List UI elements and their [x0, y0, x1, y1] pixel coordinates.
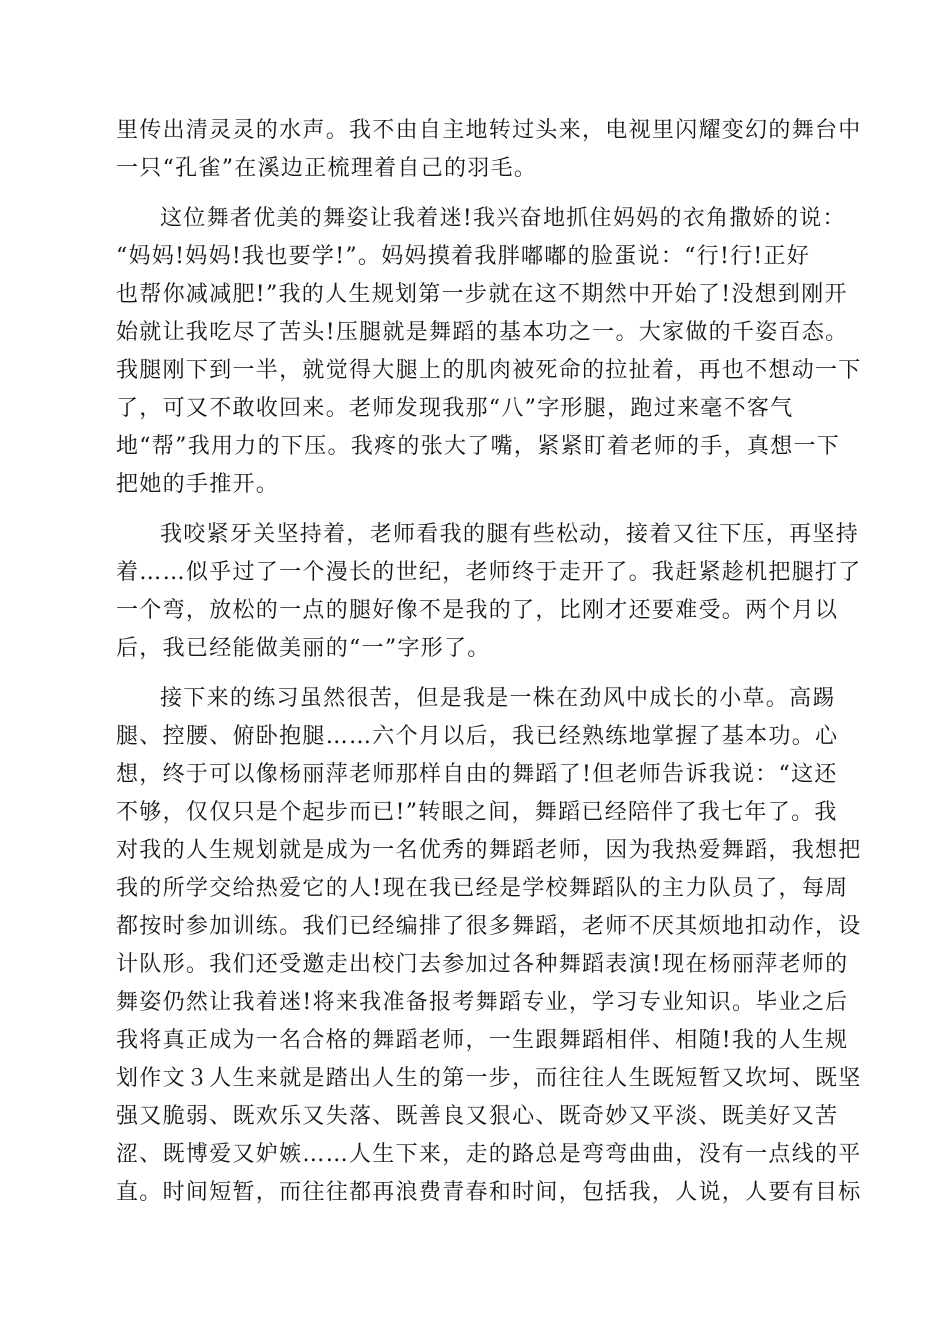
paragraph-3 [116, 516, 862, 668]
text-line: 计队形。我们还受邀走出校门去参加过各种舞蹈表演!现在杨丽萍老师的 [116, 952, 849, 977]
text-line: 不够，仅仅只是个起步而已!”转眼之间，舞蹈已经陪伴了我七年了。我 [116, 800, 838, 825]
text-line: 腿、控腰、俯卧抱腿……六个月以后，我已经熟练地掌握了基本功。心 [116, 724, 839, 749]
text-line: 接下来的练习虽然很苦，但是我是一株在劲风中成长的小草。高踢 [160, 686, 836, 711]
paragraph-4 [116, 680, 862, 1212]
text-line: 直。时间短暂，而往往都再浪费青春和时间，包括我，人说，人要有目标 [116, 1180, 862, 1205]
text-line: 我将真正成为一名合格的舞蹈老师，一生跟舞蹈相伴、相随!我的人生规 [116, 1028, 849, 1053]
text-line: “妈妈!妈妈!我也要学!”。妈妈摸着我胖嘟嘟的脸蛋说：“行!行!正好 [116, 244, 811, 269]
text-line: 也帮你减减肥!”我的人生规划第一步就在这不期然中开始了!没想到刚开 [116, 282, 848, 307]
text-line: 都按时参加训练。我们已经编排了很多舞蹈，老师不厌其烦地扣动作，设 [116, 914, 862, 939]
text-line: 舞姿仍然让我着迷!将来我准备报考舞蹈专业，学习专业知识。毕业之后 [116, 990, 849, 1015]
paragraph-2 [116, 200, 862, 504]
text-line: 强又脆弱、既欢乐又失落、既善良又狠心、既奇妙又平淡、既美好又苦 [116, 1104, 839, 1129]
text-line: 这位舞者优美的舞姿让我着迷!我兴奋地抓住妈妈的衣角撒娇的说： [160, 206, 846, 231]
text-line: 始就让我吃尽了苦头!压腿就是舞蹈的基本功之一。大家做的千姿百态。 [116, 320, 849, 345]
text-line: 一只“孔雀”在溪边正梳理着自己的羽毛。 [116, 156, 538, 181]
text-line: 我的所学交给热爱它的人!现在我已经是学校舞蹈队的主力队员了，每周 [116, 876, 849, 901]
document-page [116, 112, 862, 1224]
text-line: 着……似乎过了一个漫长的世纪，老师终于走开了。我赶紧趁机把腿打了 [116, 560, 862, 585]
text-line: 我腿刚下到一半，就觉得大腿上的肌肉被死命的拉扯着，再也不想动一下 [116, 358, 862, 383]
text-line: 划作文３人生来就是踏出人生的第一步，而往往人生既短暂又坎坷、既坚 [116, 1066, 862, 1091]
text-line: 我咬紧牙关坚持着，老师看我的腿有些松动，接着又往下压，再坚持 [160, 522, 860, 547]
text-line: 后，我已经能做美丽的“一”字形了。 [116, 636, 491, 661]
text-line: 里传出清灵灵的水声。我不由自主地转过头来，电视里闪耀变幻的舞台中 [116, 118, 862, 143]
text-line: 地“帮”我用力的下压。我疼的张大了嘴，紧紧盯着老师的手，真想一下 [116, 434, 841, 459]
text-line: 把她的手推开。 [116, 472, 280, 497]
paragraph-1 [116, 112, 862, 188]
text-line: 涩、既博爱又妒嫉……人生下来，走的路总是弯弯曲曲，没有一点线的平 [116, 1142, 862, 1167]
text-line: 了，可又不敢收回来。老师发现我那“八”字形腿，跑过来毫不客气 [116, 396, 794, 421]
text-line: 想，终于可以像杨丽萍老师那样自由的舞蹈了!但老师告诉我说：“这还 [116, 762, 838, 787]
text-line: 对我的人生规划就是成为一名优秀的舞蹈老师，因为我热爱舞蹈，我想把 [116, 838, 862, 863]
text-line: 一个弯，放松的一点的腿好像不是我的了，比刚才还要难受。两个月以 [116, 598, 839, 623]
